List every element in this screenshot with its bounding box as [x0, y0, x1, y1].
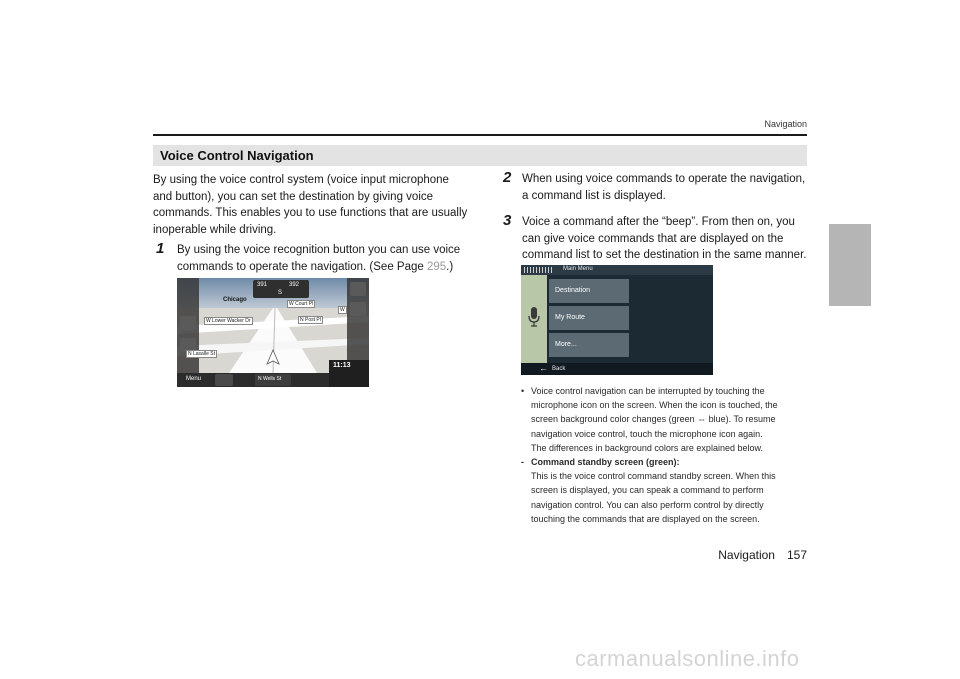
watermark-text: carmanualsonline.info: [575, 646, 800, 671]
command-bottom-bar: [521, 363, 713, 375]
map-menu-button[interactable]: Menu: [186, 376, 202, 382]
intro-line: and button), you can set the destination by giving voice: [153, 190, 434, 203]
step2-line: When using voice commands to operate the navigation,: [522, 173, 806, 185]
map-clock: 11:13: [333, 362, 351, 369]
intro-paragraph: [153, 172, 473, 238]
step3-text: [522, 214, 812, 264]
intro-line: commands. This enables you to use functions that are usually: [153, 207, 468, 219]
map-street-label: N Post Pl: [300, 317, 321, 323]
map-street-label: W Lower Wacker Dr: [206, 318, 251, 324]
map-street-label: N Lasalle St: [188, 351, 215, 357]
intro-line: inoperable while driving.: [153, 223, 277, 236]
bullet-line: screen background color changes (green ⇔ blue). To resume: [531, 414, 776, 425]
back-arrow-icon[interactable]: ←: [539, 363, 548, 373]
step1-line2-post: .): [446, 260, 454, 273]
step2-line: a command list is displayed.: [522, 189, 666, 202]
step-number: 2: [503, 169, 512, 186]
step-number: 3: [503, 212, 512, 229]
bullet-line: The differences in background colors are explained below.: [531, 442, 763, 453]
bullet-line: microphone icon on the screen. When the icon is touched, the: [531, 400, 778, 411]
command-destination[interactable]: Destination: [555, 287, 591, 294]
step2-text: [522, 171, 812, 204]
step3-line: can give voice commands that are displayed on the: [522, 232, 784, 245]
header-rule: [153, 134, 807, 136]
step-number: 1: [156, 240, 165, 257]
map-compass: S: [278, 290, 283, 296]
running-header: Navigation: [764, 119, 807, 129]
map-road-number-right: 392: [289, 282, 300, 288]
page-link[interactable]: 295: [426, 260, 447, 273]
step1-line: By using the voice recognition button you can use voice: [177, 244, 461, 256]
sub-bullet-line: navigation control. You can also perform control by directly: [531, 499, 764, 510]
bullet-marker: •: [521, 386, 525, 396]
map-road-number-left: 391: [257, 282, 268, 288]
page-footer: [620, 548, 807, 562]
map-street-label: W: [340, 307, 345, 313]
navigation-map-screenshot: [177, 278, 369, 387]
sub-bullet-line: touching the commands that are displayed on the screen.: [531, 513, 760, 524]
sub-bullet-line: screen is displayed, you can speak a command to perform: [531, 485, 764, 496]
step3-line: command list to set the destination in the same manner.: [522, 249, 807, 261]
microphone-icon[interactable]: [526, 305, 542, 329]
map-city-label: Chicago: [223, 297, 247, 303]
command-screen-title: Main Menu: [563, 266, 593, 272]
bullet-line: navigation voice control, touch the microphone icon again.: [531, 428, 763, 439]
voice-command-screenshot: [521, 265, 713, 375]
footer-section: Navigation: [718, 548, 775, 562]
command-my-route[interactable]: My Route: [555, 314, 585, 321]
step1-text: [177, 242, 477, 275]
step1-line2-pre: commands to operate the navigation. (See Page: [177, 260, 427, 273]
sub-bullet-marker: -: [521, 457, 524, 467]
map-street-label: W Court Pl: [289, 301, 314, 307]
page-number: 157: [786, 548, 807, 562]
signal-level-icon: [524, 267, 554, 273]
step1-line: [177, 259, 477, 276]
step3-line: Voice a command after the “beep”. From then on, you: [522, 216, 795, 228]
sub-bullet-text: [531, 455, 816, 526]
intro-line: By using the voice control system (voice input microphone: [153, 174, 449, 186]
bullet-text: [531, 384, 816, 455]
command-more[interactable]: More...: [555, 341, 577, 348]
map-current-street: N Wells St: [258, 376, 282, 382]
back-button[interactable]: Back: [552, 366, 566, 372]
chapter-tab: [829, 224, 871, 306]
sub-bullet-heading: Command standby screen (green):: [531, 457, 680, 467]
sub-bullet-line: This is the voice control command standby screen. When this: [531, 471, 776, 482]
map-drawing: [177, 278, 369, 387]
bullet-line: Voice control navigation can be interrupted by touching the: [531, 386, 765, 396]
section-title: Voice Control Navigation: [160, 148, 314, 163]
